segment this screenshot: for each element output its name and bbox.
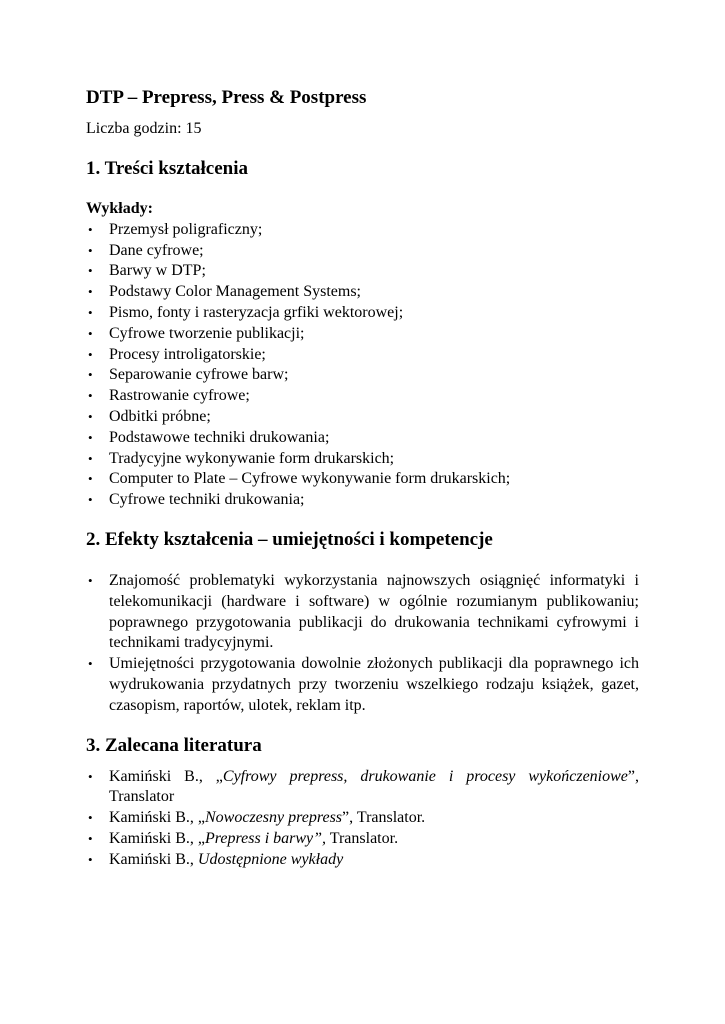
list-item bbox=[86, 365, 639, 386]
bullet-icon: • bbox=[88, 450, 93, 466]
list-item bbox=[86, 490, 639, 511]
item-text: Kamiński B., bbox=[109, 850, 198, 868]
list-item bbox=[86, 469, 639, 490]
item-text: Przemysł poligraficzny; bbox=[109, 220, 263, 238]
item-title: Nowoczesny prepress bbox=[205, 809, 343, 827]
list-item bbox=[86, 808, 639, 829]
item-text: Barwy w DTP; bbox=[109, 262, 206, 280]
item-text: „ bbox=[215, 767, 223, 785]
item-text: Kamiński B., bbox=[109, 767, 216, 785]
list-item bbox=[86, 407, 639, 428]
list-item bbox=[86, 850, 639, 871]
hours-line: Liczba godzin: 15 bbox=[86, 120, 202, 137]
bullet-icon: • bbox=[88, 471, 93, 487]
item-text: Kamiński B., bbox=[109, 829, 198, 847]
item-text: Znajomość problematyki wykorzystania najnowszych osiągnięć informatyki i telekomunikacji (hardware i software) w ogólnie rozumianym publikowaniu; poprawnego przygotowania publikacji do drukowania technikami cyfrowymi i technikami tradycyjnymi. bbox=[109, 571, 639, 652]
bullet-icon: • bbox=[88, 429, 93, 445]
list-item bbox=[86, 303, 639, 324]
item-text: Procesy introligatorskie; bbox=[109, 345, 266, 363]
list-item bbox=[86, 282, 639, 303]
outcomes-list bbox=[86, 571, 639, 717]
bullet-icon: • bbox=[88, 221, 93, 237]
bullet-icon: • bbox=[88, 325, 93, 341]
list-item bbox=[86, 654, 639, 716]
list-item bbox=[86, 261, 639, 282]
list-item bbox=[86, 571, 639, 654]
section-heading-literature: 3. Zalecana literatura bbox=[86, 734, 262, 756]
item-title: Cyfrowy prepress, drukowanie i procesy wykończeniowe bbox=[222, 767, 628, 785]
item-text: Umiejętności przygotowania dowolnie złożonych publikacji dla poprawnego ich wydrukowania przydatnych przy tworzeniu wszelkiego rodzaju książek, gazet, czasopism, raportów, ulotek, reklam itp. bbox=[109, 655, 639, 714]
bullet-icon: • bbox=[88, 346, 93, 362]
item-text: Podstawowe techniki drukowania; bbox=[109, 428, 330, 446]
section-heading-contents: 1. Treści kształcenia bbox=[86, 158, 249, 179]
list-item bbox=[86, 829, 639, 850]
item-title: Prepress i barwy”, bbox=[205, 829, 327, 847]
item-text: ” bbox=[627, 767, 635, 785]
lecture-topics-list bbox=[86, 220, 639, 511]
bullet-icon: • bbox=[88, 242, 93, 258]
bullet-icon: • bbox=[88, 810, 93, 826]
bullet-icon: • bbox=[88, 851, 93, 867]
bullet-icon: • bbox=[88, 408, 93, 424]
item-text: Dane cyfrowe; bbox=[109, 241, 204, 259]
bullet-icon: • bbox=[88, 284, 93, 300]
item-text: Computer to Plate – Cyfrowe wykonywanie form drukarskich; bbox=[109, 470, 511, 488]
item-text: Translator. bbox=[326, 829, 399, 847]
list-item bbox=[86, 345, 639, 366]
list-item bbox=[86, 767, 639, 809]
item-text: , Translator bbox=[109, 767, 639, 806]
bullet-icon: • bbox=[88, 263, 93, 279]
document-title: DTP – Prepress, Press & Postpress bbox=[86, 87, 367, 108]
item-text: Pismo, fonty i rasteryzacja grfiki wektorowej; bbox=[109, 303, 404, 321]
list-item bbox=[86, 449, 639, 470]
bullet-icon: • bbox=[88, 367, 93, 383]
literature-list bbox=[86, 767, 639, 871]
item-text: Tradycyjne wykonywanie form drukarskich; bbox=[109, 449, 395, 467]
list-item bbox=[86, 324, 639, 345]
item-text: , Translator. bbox=[349, 809, 426, 827]
bullet-icon: • bbox=[88, 388, 93, 404]
item-text: ” bbox=[342, 809, 350, 827]
list-item bbox=[86, 386, 639, 407]
item-text: Cyfrowe techniki drukowania; bbox=[109, 491, 305, 509]
item-text: Odbitki próbne; bbox=[109, 407, 211, 425]
list-item bbox=[86, 220, 639, 241]
bullet-icon: • bbox=[88, 492, 93, 508]
lectures-label: Wykłady: bbox=[86, 200, 153, 217]
bullet-icon: • bbox=[88, 656, 93, 672]
item-text: Kamiński B., bbox=[109, 809, 198, 827]
bullet-icon: • bbox=[88, 572, 93, 588]
list-item bbox=[86, 428, 639, 449]
item-text: Cyfrowe tworzenie publikacji; bbox=[109, 324, 305, 342]
item-title: Udostępnione wykłady bbox=[197, 850, 344, 868]
item-text: Podstawy Color Management Systems; bbox=[109, 283, 361, 301]
item-text: „ bbox=[197, 809, 205, 827]
bullet-icon: • bbox=[88, 830, 93, 846]
bullet-icon: • bbox=[88, 768, 93, 784]
item-text: Rastrowanie cyfrowe; bbox=[109, 387, 250, 405]
bullet-icon: • bbox=[88, 304, 93, 320]
section-heading-outcomes: 2. Efekty kształcenia – umiejętności i kompetencje bbox=[86, 528, 493, 550]
list-item bbox=[86, 241, 639, 262]
item-text: Separowanie cyfrowe barw; bbox=[109, 366, 289, 384]
item-text: „ bbox=[197, 829, 205, 847]
